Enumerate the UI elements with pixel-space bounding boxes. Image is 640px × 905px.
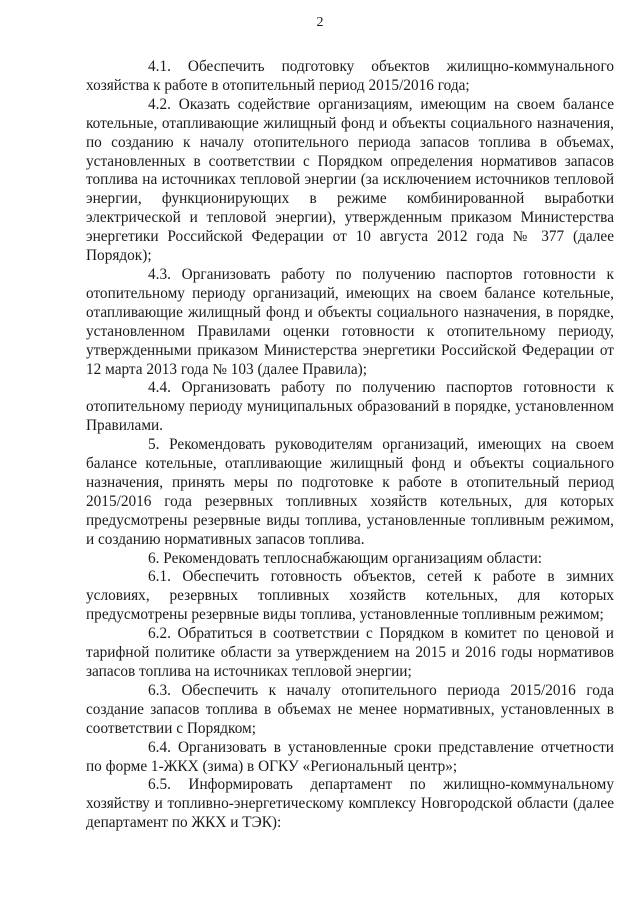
paragraph-6-3: 6.3. Обеспечить к началу отопительного периода 2015/2016 года создание запасов топлива в объемах не менее нормативных, установленных в соответствии с Порядком; <box>86 681 614 737</box>
paragraph-5: 5. Рекомендовать руководителям организаций, имеющих на своем балансе котельные, отапливающие жилищный фонд и объекты социального назначения, принять меры по подготовке к работе в отопительный период 2015/2016 года резервных топливных хозяйств котельных, для которых предусмотрены резервные виды топлива, установленные топливным режимом, и созданию нормативных запасов топлива. <box>86 436 614 548</box>
paragraph-6-4: 6.4. Организовать в установленные сроки представление отчетности по форме 1-ЖКХ (зима) в ОГКУ «Региональный центр»; <box>86 738 614 775</box>
paragraph-6: 6. Рекомендовать теплоснабжающим организациям области: <box>148 549 542 567</box>
paragraph-6-1: 6.1. Обеспечить готовность объектов, сетей к работе в зимних условиях, резервных топливных хозяйств котельных, для которых предусмотрены резервные виды топлива, установленные топливным режимом; <box>86 568 614 624</box>
paragraph-6-5: 6.5. Информировать департамент по жилищно-коммунальному хозяйству и топливно-энергетическому комплексу Новгородской области (далее департамент по ЖКХ и ТЭК): <box>86 776 614 832</box>
page-number: 2 <box>316 15 324 30</box>
paragraph-4-4: 4.4. Организовать работу по получению паспортов готовности к отопительному периоду муниципальных образований в порядке, установленном Правилами. <box>86 379 614 435</box>
paragraph-4-1: 4.1. Обеспечить подготовку объектов жилищно-коммунального хозяйства к работе в отопительный период 2015/2016 года; <box>86 58 614 94</box>
paragraph-4-2: 4.2. Оказать содействие организациям, имеющим на своем балансе котельные, отапливающие жилищный фонд и объекты социального назначения, по созданию к началу отопительного периода запасов топлива в объемах, установленных в соответствии с Порядком определения нормативов запасов топлива на источниках тепловой энергии (за исключением источников тепловой энергии, функционирующих в режиме комбинированной выработки электрической и тепловой энергии), утвержденным приказом Министерства энергетики Российской Федерации от 10 августа 2012 года № 377 (далее Порядок); <box>86 95 614 265</box>
paragraph-4-3: 4.3. Организовать работу по получению паспортов готовности к отопительному периоду организаций, имеющих на своем балансе котельные, отапливающие жилищный фонд и объекты социального назначения, в порядке, установленном Правилами оценки готовности к отопительному периоду, утвержденными приказом Министерства энергетики Российской Федерации от 12 марта 2013 года № 103 (далее Правила); <box>86 265 614 378</box>
document-body <box>86 58 614 833</box>
paragraph-6-2: 6.2. Обратиться в соответствии с Порядком в комитет по ценовой и тарифной политике области за утверждением на 2015 и 2016 годы нормативов запасов топлива на источниках тепловой энергии; <box>86 625 614 680</box>
